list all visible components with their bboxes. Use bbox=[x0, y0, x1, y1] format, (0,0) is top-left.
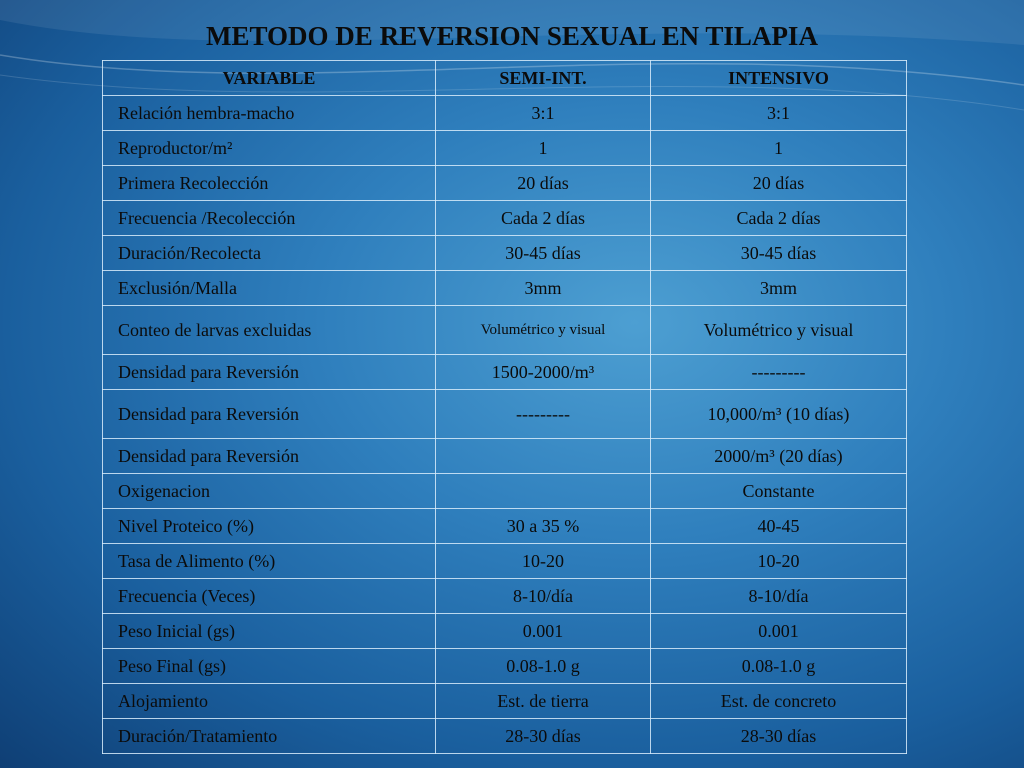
variable-cell: Peso Inicial (gs) bbox=[103, 614, 436, 649]
semi-int-cell: 0.001 bbox=[436, 614, 651, 649]
table-row bbox=[103, 166, 907, 201]
semi-int-cell: 30 a 35 % bbox=[436, 509, 651, 544]
intensivo-cell: Cada 2 días bbox=[651, 201, 907, 236]
intensivo-cell: 20 días bbox=[651, 166, 907, 201]
table-row bbox=[103, 614, 907, 649]
intensivo-cell: 1 bbox=[651, 131, 907, 166]
variable-cell: Primera Recolección bbox=[103, 166, 436, 201]
intensivo-cell: 3mm bbox=[651, 271, 907, 306]
intensivo-cell: Constante bbox=[651, 474, 907, 509]
intensivo-cell: 3:1 bbox=[651, 96, 907, 131]
data-table bbox=[102, 60, 907, 754]
semi-int-cell: 1 bbox=[436, 131, 651, 166]
semi-int-cell: 3mm bbox=[436, 271, 651, 306]
intensivo-cell: 10,000/m³ (10 días) bbox=[651, 390, 907, 439]
semi-int-cell: Est. de tierra bbox=[436, 684, 651, 719]
variable-cell: Peso Final (gs) bbox=[103, 649, 436, 684]
variable-cell: Densidad para Reversión bbox=[103, 439, 436, 474]
intensivo-cell: Est. de concreto bbox=[651, 684, 907, 719]
variable-cell: Oxigenacion bbox=[103, 474, 436, 509]
intensivo-cell: 2000/m³ (20 días) bbox=[651, 439, 907, 474]
table-row bbox=[103, 684, 907, 719]
variable-cell: Nivel Proteico (%) bbox=[103, 509, 436, 544]
intensivo-cell: 30-45 días bbox=[651, 236, 907, 271]
semi-int-cell: 20 días bbox=[436, 166, 651, 201]
table-row bbox=[103, 719, 907, 754]
semi-int-cell bbox=[436, 474, 651, 509]
header-variable: VARIABLE bbox=[103, 61, 436, 96]
semi-int-cell: 0.08-1.0 g bbox=[436, 649, 651, 684]
variable-cell: Tasa de Alimento (%) bbox=[103, 544, 436, 579]
intensivo-cell: 40-45 bbox=[651, 509, 907, 544]
table-row bbox=[103, 236, 907, 271]
semi-int-cell: --------- bbox=[436, 390, 651, 439]
table-row bbox=[103, 509, 907, 544]
intensivo-cell: --------- bbox=[651, 355, 907, 390]
header-semi-int: SEMI-INT. bbox=[436, 61, 651, 96]
semi-int-cell: 30-45 días bbox=[436, 236, 651, 271]
semi-int-cell bbox=[436, 439, 651, 474]
table-row bbox=[103, 131, 907, 166]
slide-title: METODO DE REVERSION SEXUAL EN TILAPIA bbox=[206, 21, 818, 51]
table-row bbox=[103, 544, 907, 579]
intensivo-cell: Volumétrico y visual bbox=[651, 306, 907, 355]
table-row bbox=[103, 201, 907, 236]
table-row bbox=[103, 271, 907, 306]
table-row bbox=[103, 649, 907, 684]
variable-cell: Frecuencia /Recolección bbox=[103, 201, 436, 236]
table-row bbox=[103, 439, 907, 474]
variable-cell: Densidad para Reversión bbox=[103, 390, 436, 439]
variable-cell: Reproductor/m² bbox=[103, 131, 436, 166]
table-row bbox=[103, 474, 907, 509]
table-row bbox=[103, 355, 907, 390]
intensivo-cell: 8-10/día bbox=[651, 579, 907, 614]
intensivo-cell: 28-30 días bbox=[651, 719, 907, 754]
semi-int-cell: Volumétrico y visual bbox=[436, 306, 651, 355]
semi-int-cell: 10-20 bbox=[436, 544, 651, 579]
semi-int-cell: 1500-2000/m³ bbox=[436, 355, 651, 390]
table-row bbox=[103, 579, 907, 614]
variable-cell: Frecuencia (Veces) bbox=[103, 579, 436, 614]
intensivo-cell: 10-20 bbox=[651, 544, 907, 579]
variable-cell: Relación hembra-macho bbox=[103, 96, 436, 131]
variable-cell: Duración/Tratamiento bbox=[103, 719, 436, 754]
semi-int-cell: 28-30 días bbox=[436, 719, 651, 754]
variable-cell: Duración/Recolecta bbox=[103, 236, 436, 271]
semi-int-cell: 8-10/día bbox=[436, 579, 651, 614]
table-row bbox=[103, 96, 907, 131]
intensivo-cell: 0.08-1.0 g bbox=[651, 649, 907, 684]
variable-cell: Densidad para Reversión bbox=[103, 355, 436, 390]
variable-cell: Alojamiento bbox=[103, 684, 436, 719]
header-intensivo: INTENSIVO bbox=[651, 61, 907, 96]
intensivo-cell: 0.001 bbox=[651, 614, 907, 649]
semi-int-cell: 3:1 bbox=[436, 96, 651, 131]
data-table-container bbox=[102, 60, 906, 754]
variable-cell: Conteo de larvas excluidas bbox=[103, 306, 436, 355]
semi-int-cell: Cada 2 días bbox=[436, 201, 651, 236]
variable-cell: Exclusión/Malla bbox=[103, 271, 436, 306]
table-row bbox=[103, 390, 907, 439]
table-row bbox=[103, 306, 907, 355]
table-header-row bbox=[103, 61, 907, 96]
